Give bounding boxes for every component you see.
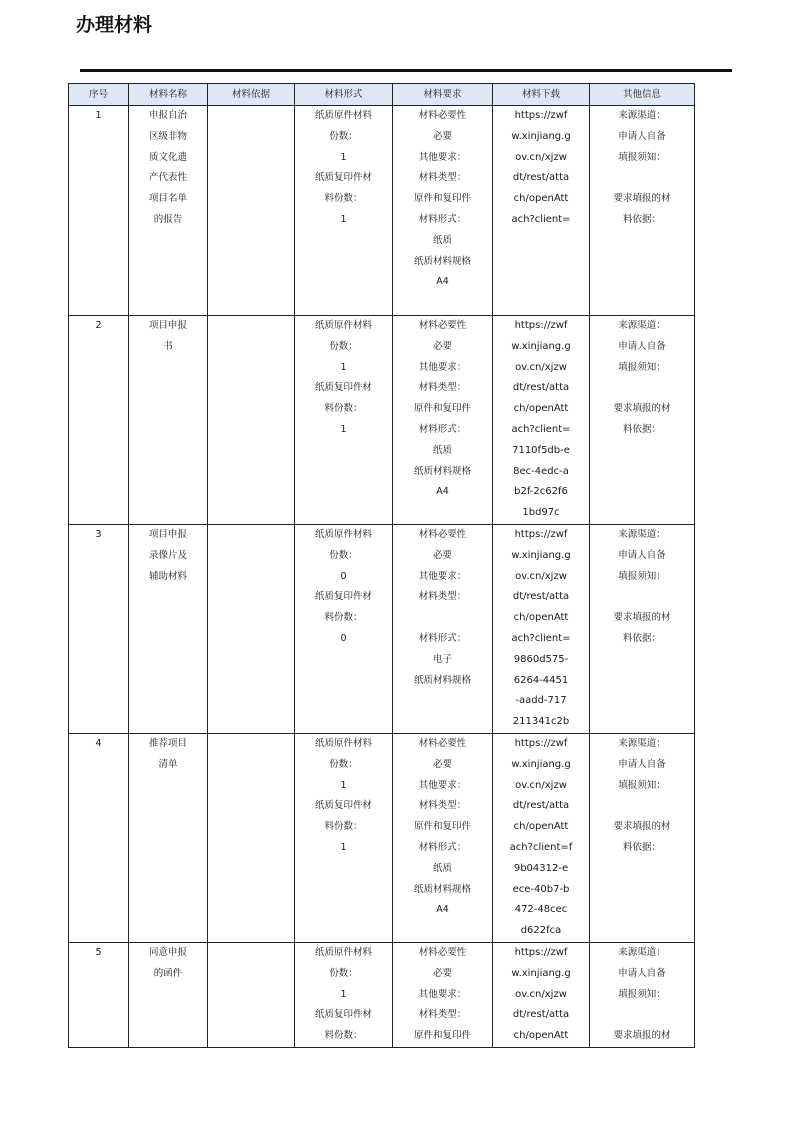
cell-text-line bbox=[590, 1005, 694, 1026]
cell-material-requirement bbox=[393, 106, 493, 316]
table-row bbox=[69, 734, 695, 943]
cell-index bbox=[69, 316, 129, 525]
cell-text-line: 质文化遗 bbox=[148, 151, 187, 163]
cell-text-line bbox=[393, 608, 492, 629]
cell-text-line: 书 bbox=[163, 340, 173, 352]
cell-text-line: 0 bbox=[340, 632, 347, 644]
download-link-text[interactable]: 8ec-4edc-a bbox=[513, 465, 569, 477]
cell-material-basis bbox=[208, 316, 295, 525]
table-row bbox=[69, 316, 695, 525]
download-link-text[interactable]: dt/rest/atta bbox=[512, 1009, 570, 1021]
cell-text-line: 必要 bbox=[432, 967, 452, 979]
download-link-text[interactable]: 9b04312-e bbox=[513, 862, 569, 874]
cell-text-line: 辅助材料 bbox=[148, 570, 187, 582]
download-link-text[interactable]: b2f-2c62f6 bbox=[514, 486, 568, 498]
cell-text-line: 份数： bbox=[329, 130, 358, 142]
header-index: 序号 bbox=[69, 84, 129, 106]
cell-text-line: 原件和复印件 bbox=[413, 403, 471, 415]
cell-text-line: 要求填报的材 bbox=[613, 193, 671, 205]
cell-text-line: 料依据： bbox=[622, 213, 661, 225]
cell-text-line: 区级非物 bbox=[148, 130, 187, 142]
cell-text-line: 纸质 bbox=[432, 862, 452, 874]
download-link-text[interactable]: https://zwf bbox=[514, 320, 568, 331]
cell-material-basis bbox=[208, 734, 295, 943]
download-link-text[interactable]: https://zwf bbox=[514, 110, 568, 121]
row-number: 5 bbox=[95, 947, 102, 958]
cell-text-line: 份数： bbox=[329, 967, 358, 979]
cell-material-name bbox=[129, 525, 208, 734]
download-link-text[interactable]: ach?client= bbox=[511, 632, 571, 644]
cell-text-line: 材料形式： bbox=[418, 423, 467, 435]
cell-text-line: 材料类型： bbox=[418, 800, 467, 812]
table-row bbox=[69, 106, 695, 316]
header-material-name: 材料名称 bbox=[129, 84, 208, 106]
row-number: 2 bbox=[95, 320, 102, 331]
table-row bbox=[69, 525, 695, 734]
download-link-text[interactable]: ov.cn/xjzw bbox=[515, 570, 567, 582]
cell-index bbox=[69, 734, 129, 943]
cell-text-line: 纸质 bbox=[432, 234, 452, 246]
download-link-text[interactable]: w.xinjiang.g bbox=[511, 340, 571, 352]
cell-text-line: 份数： bbox=[329, 340, 358, 352]
cell-text-line: 申请人自备 bbox=[618, 130, 666, 142]
cell-text-line: 录像片及 bbox=[148, 549, 187, 561]
cell-text-line: 纸质复印件材 bbox=[314, 591, 372, 603]
table-header-row bbox=[69, 84, 695, 106]
cell-material-basis bbox=[208, 106, 295, 316]
cell-text-line: 电子 bbox=[432, 653, 452, 665]
cell-text-line: A4 bbox=[436, 904, 449, 916]
cell-text-line bbox=[590, 168, 694, 189]
cell-text-line: 料依据： bbox=[622, 632, 661, 644]
cell-text-line: 1 bbox=[340, 151, 347, 163]
cell-download-link bbox=[493, 106, 590, 316]
cell-text-line: 必要 bbox=[432, 758, 452, 770]
cell-text-line: 产代表性 bbox=[148, 172, 187, 184]
download-link-text[interactable]: ach?client=f bbox=[509, 841, 573, 853]
title-divider bbox=[80, 69, 732, 72]
cell-text-line: 申请人自备 bbox=[618, 967, 666, 979]
download-link-text[interactable]: ch/openAtt bbox=[513, 193, 569, 205]
page-title: 办理材料 bbox=[76, 14, 153, 36]
cell-text-line: 纸质原件材料 bbox=[314, 529, 372, 540]
cell-text-line: 推荐项目 bbox=[148, 738, 187, 749]
cell-text-line: 料依据： bbox=[622, 423, 661, 435]
cell-text-line: 申请人自备 bbox=[618, 549, 666, 561]
cell-index bbox=[69, 525, 129, 734]
cell-text-line: 的报告 bbox=[153, 213, 183, 225]
download-link-text[interactable]: 9860d575- bbox=[513, 653, 569, 665]
cell-text-line: 纸质复印件材 bbox=[314, 1009, 372, 1021]
cell-text-line: 纸质复印件材 bbox=[314, 800, 372, 812]
cell-material-form bbox=[295, 106, 393, 316]
cell-text-line: 纸质材料规格 bbox=[413, 465, 471, 477]
cell-text-line: 申请人自备 bbox=[618, 340, 666, 352]
cell-text-line: 材料类型： bbox=[418, 382, 467, 394]
cell-other-info bbox=[590, 734, 695, 943]
cell-text-line: 材料必要性 bbox=[418, 738, 467, 749]
cell-text-line: 料份数： bbox=[324, 193, 363, 205]
header-material-basis: 材料依据 bbox=[208, 84, 295, 106]
row-number: 1 bbox=[95, 110, 102, 121]
cell-text-line: 材料类型： bbox=[418, 591, 467, 603]
cell-text-line: 填报须知： bbox=[618, 151, 666, 163]
download-link-text[interactable]: ch/openAtt bbox=[513, 1030, 569, 1042]
cell-text-line: 纸质原件材料 bbox=[314, 947, 372, 958]
download-link-text[interactable]: ov.cn/xjzw bbox=[515, 361, 567, 373]
download-link-text[interactable]: ece-40b7-b bbox=[512, 883, 570, 895]
cell-material-basis bbox=[208, 525, 295, 734]
cell-text-line: 1 bbox=[340, 423, 347, 435]
download-link-text[interactable]: ach?client= bbox=[511, 213, 571, 225]
cell-text-line bbox=[590, 587, 694, 608]
download-link-text[interactable]: https://zwf bbox=[514, 529, 568, 540]
cell-download-link bbox=[493, 316, 590, 525]
cell-text-line: 其他要求： bbox=[418, 151, 467, 163]
cell-text-line: 料份数： bbox=[324, 612, 363, 624]
cell-text-line: 1 bbox=[340, 841, 347, 853]
download-link-text[interactable]: dt/rest/atta bbox=[512, 591, 570, 603]
cell-text-line: 要求填报的材 bbox=[613, 612, 671, 624]
download-link-text[interactable]: ov.cn/xjzw bbox=[515, 151, 567, 163]
cell-material-requirement bbox=[393, 525, 493, 734]
cell-text-line: A4 bbox=[436, 276, 449, 288]
header-other-info: 其他信息 bbox=[590, 84, 695, 106]
table-row bbox=[69, 943, 695, 1048]
cell-text-line: 纸质 bbox=[432, 444, 452, 456]
cell-text-line: 来源渠道： bbox=[618, 947, 666, 958]
download-link-text[interactable]: 472-48cec bbox=[514, 904, 568, 916]
cell-material-name bbox=[129, 106, 208, 316]
cell-text-line: 其他要求： bbox=[418, 988, 467, 1000]
cell-text-line: 料份数： bbox=[324, 1030, 363, 1042]
cell-text-line: 材料必要性 bbox=[418, 110, 467, 121]
cell-text-line: 要求填报的材 bbox=[613, 1030, 671, 1042]
cell-text-line: 1 bbox=[340, 988, 347, 1000]
cell-index bbox=[69, 106, 129, 316]
cell-text-line: 0 bbox=[340, 570, 347, 582]
cell-text-line: 申请人自备 bbox=[618, 758, 666, 770]
cell-material-form bbox=[295, 943, 393, 1048]
download-link-text[interactable]: 6264-4451 bbox=[513, 674, 569, 686]
cell-material-requirement bbox=[393, 316, 493, 525]
download-link-text[interactable]: https://zwf bbox=[514, 947, 568, 958]
download-link-text[interactable]: w.xinjiang.g bbox=[511, 758, 571, 770]
cell-material-requirement bbox=[393, 943, 493, 1048]
cell-text-line: 来源渠道： bbox=[618, 110, 666, 121]
materials-table bbox=[68, 83, 695, 1048]
download-link-text[interactable]: ov.cn/xjzw bbox=[515, 779, 567, 791]
cell-download-link bbox=[493, 525, 590, 734]
cell-text-line: 纸质材料规格 bbox=[413, 883, 471, 895]
header-material-requirement: 材料要求 bbox=[393, 84, 493, 106]
download-link-text[interactable]: 7110f5db-e bbox=[512, 444, 570, 456]
download-link-text[interactable]: dt/rest/atta bbox=[512, 172, 570, 184]
cell-text-line: 其他要求： bbox=[418, 570, 467, 582]
cell-text-line: 料依据： bbox=[622, 841, 661, 853]
cell-text-line: 材料类型： bbox=[418, 1009, 467, 1021]
cell-text-line: 纸质材料规格 bbox=[413, 255, 471, 267]
row-number: 3 bbox=[95, 529, 102, 540]
cell-text-line: 必要 bbox=[432, 549, 452, 561]
cell-text-line: 份数： bbox=[329, 549, 358, 561]
cell-text-line: A4 bbox=[436, 486, 449, 498]
cell-other-info bbox=[590, 316, 695, 525]
download-link-text[interactable]: ch/openAtt bbox=[513, 821, 569, 833]
cell-text-line: 纸质复印件材 bbox=[314, 382, 372, 394]
cell-material-form bbox=[295, 316, 393, 525]
cell-text-line: 原件和复印件 bbox=[413, 193, 471, 205]
cell-text-line: 纸质原件材料 bbox=[314, 110, 372, 121]
download-link-text[interactable]: w.xinjiang.g bbox=[511, 549, 571, 561]
cell-text-line: 其他要求： bbox=[418, 779, 467, 791]
cell-text-line: 要求填报的材 bbox=[613, 821, 671, 833]
cell-other-info bbox=[590, 943, 695, 1048]
cell-text-line: 1 bbox=[340, 213, 347, 225]
cell-text-line: 材料必要性 bbox=[418, 529, 467, 540]
cell-text-line: 要求填报的材 bbox=[613, 403, 671, 415]
cell-text-line: 来源渠道： bbox=[618, 529, 666, 540]
row-number: 4 bbox=[95, 738, 102, 749]
download-link-text[interactable]: 1bd97c bbox=[522, 507, 560, 519]
cell-text-line: 材料形式： bbox=[418, 213, 467, 225]
cell-download-link bbox=[493, 734, 590, 943]
download-link-text[interactable]: w.xinjiang.g bbox=[511, 130, 571, 142]
cell-text-line: 料份数： bbox=[324, 403, 363, 415]
download-link-text[interactable]: ach?client= bbox=[511, 423, 571, 435]
cell-text-line: 项目申报 bbox=[148, 320, 187, 331]
header-material-download: 材料下载 bbox=[493, 84, 590, 106]
cell-material-form bbox=[295, 734, 393, 943]
cell-text-line: 材料形式： bbox=[418, 632, 467, 644]
cell-text-line: 材料类型： bbox=[418, 172, 467, 184]
cell-text-line: 材料形式： bbox=[418, 841, 467, 853]
cell-material-requirement bbox=[393, 734, 493, 943]
cell-material-form bbox=[295, 525, 393, 734]
download-link-text[interactable]: ch/openAtt bbox=[513, 403, 569, 415]
download-link-text[interactable]: w.xinjiang.g bbox=[511, 967, 571, 979]
cell-text-line: 其他要求： bbox=[418, 361, 467, 373]
cell-text-line: 填报须知： bbox=[618, 361, 666, 373]
cell-text-line: 纸质原件材料 bbox=[314, 738, 372, 749]
cell-text-line: 原件和复印件 bbox=[413, 821, 471, 833]
cell-text-line: 纸质复印件材 bbox=[314, 172, 372, 184]
cell-material-basis bbox=[208, 943, 295, 1048]
cell-other-info bbox=[590, 525, 695, 734]
cell-text-line: 项目申报 bbox=[148, 529, 187, 540]
cell-text-line: 填报须知： bbox=[618, 779, 666, 791]
download-link-text[interactable]: -aadd-717 bbox=[515, 695, 567, 707]
cell-text-line: 填报须知： bbox=[618, 570, 666, 582]
cell-text-line: 1 bbox=[340, 779, 347, 791]
cell-text-line: 份数： bbox=[329, 758, 358, 770]
cell-material-name bbox=[129, 943, 208, 1048]
cell-text-line: 清单 bbox=[158, 758, 178, 770]
cell-text-line: 必要 bbox=[432, 340, 452, 352]
header-material-form: 材料形式 bbox=[295, 84, 393, 106]
cell-text-line: 项目名单 bbox=[148, 193, 187, 205]
cell-text-line: 纸质原件材料 bbox=[314, 320, 372, 331]
cell-text-line: 必要 bbox=[432, 130, 452, 142]
download-link-text[interactable]: d622fca bbox=[520, 925, 562, 937]
cell-text-line: 1 bbox=[340, 361, 347, 373]
download-link-text[interactable]: dt/rest/atta bbox=[512, 382, 570, 394]
cell-text-line: 材料必要性 bbox=[418, 947, 467, 958]
cell-text-line: 的函件 bbox=[153, 967, 183, 979]
download-link-text[interactable]: dt/rest/atta bbox=[512, 800, 570, 812]
download-link-text[interactable]: 211341c2b bbox=[512, 716, 570, 728]
cell-text-line: 来源渠道： bbox=[618, 738, 666, 749]
cell-text-line bbox=[590, 378, 694, 399]
cell-text-line: 料份数： bbox=[324, 821, 363, 833]
cell-text-line: 原件和复印件 bbox=[413, 1030, 471, 1042]
download-link-text[interactable]: ov.cn/xjzw bbox=[515, 988, 567, 1000]
cell-text-line: 填报须知： bbox=[618, 988, 666, 1000]
cell-material-name bbox=[129, 316, 208, 525]
download-link-text[interactable]: https://zwf bbox=[514, 738, 568, 749]
cell-material-name bbox=[129, 734, 208, 943]
cell-text-line bbox=[590, 796, 694, 817]
cell-text-line: 同意申报 bbox=[148, 947, 187, 958]
cell-other-info bbox=[590, 106, 695, 316]
cell-index bbox=[69, 943, 129, 1048]
download-link-text[interactable]: ch/openAtt bbox=[513, 612, 569, 624]
cell-download-link bbox=[493, 943, 590, 1048]
cell-text-line: 材料必要性 bbox=[418, 320, 467, 331]
cell-text-line: 纸质材料规格 bbox=[413, 674, 471, 686]
cell-text-line: 来源渠道： bbox=[618, 320, 666, 331]
cell-text-line: 申报自治 bbox=[148, 110, 187, 121]
